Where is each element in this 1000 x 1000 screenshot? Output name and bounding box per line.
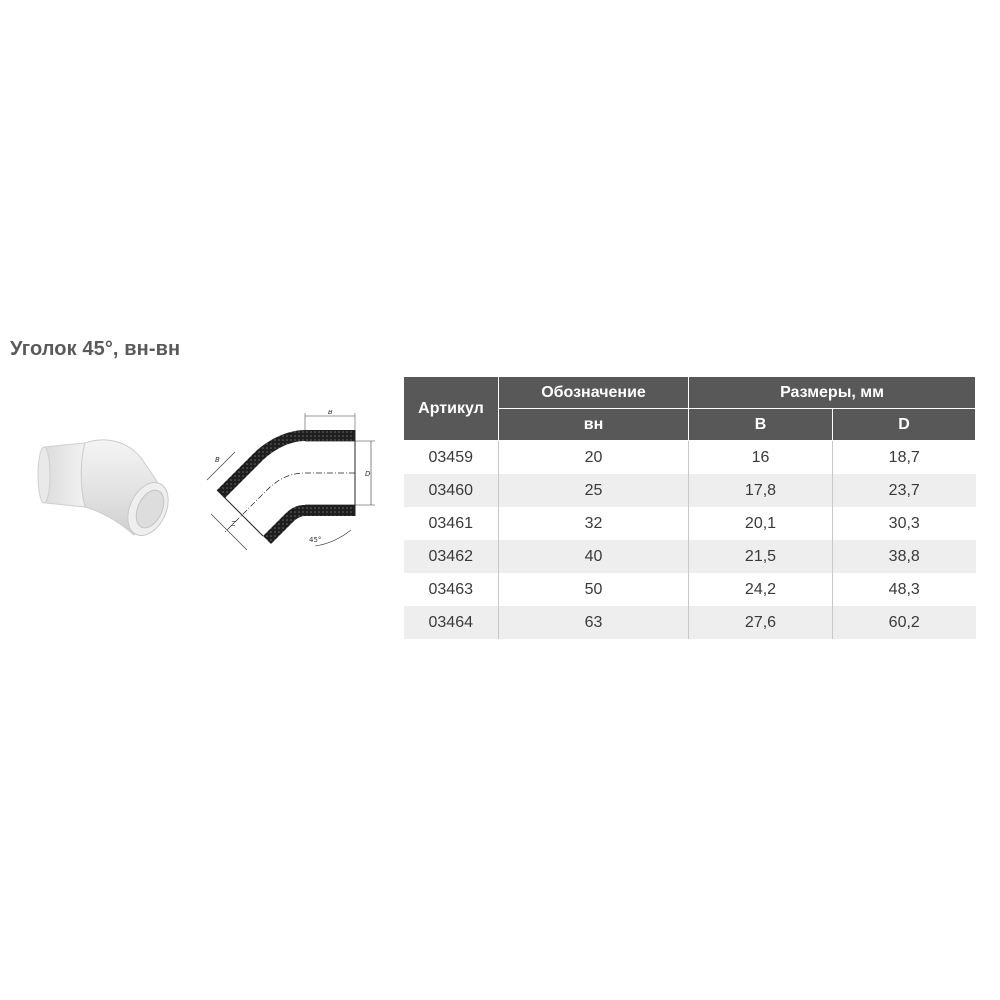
cell-article: 03462 xyxy=(404,540,499,573)
cell-d: 48,3 xyxy=(833,573,976,606)
cell-b: 27,6 xyxy=(689,606,833,639)
cell-d: 23,7 xyxy=(833,474,976,507)
cell-d: 60,2 xyxy=(833,606,976,639)
header-article: Артикул xyxy=(404,377,499,441)
subheader-d: D xyxy=(833,409,976,441)
table-row xyxy=(404,474,976,507)
cell-vn: 32 xyxy=(499,507,689,540)
dim-b-label: B xyxy=(328,410,333,416)
cell-b: 21,5 xyxy=(689,540,833,573)
cell-vn: 25 xyxy=(499,474,689,507)
cell-d: 38,8 xyxy=(833,540,976,573)
cell-b: 24,2 xyxy=(689,573,833,606)
cell-article: 03464 xyxy=(404,606,499,639)
table-row xyxy=(404,540,976,573)
cell-article: 03459 xyxy=(404,441,499,475)
subheader-vn: вн xyxy=(499,409,689,441)
spec-table-wrapper xyxy=(403,376,975,639)
header-sizes: Размеры, мм xyxy=(689,377,976,409)
cell-vn: 50 xyxy=(499,573,689,606)
cell-vn: 63 xyxy=(499,606,689,639)
subheader-b: B xyxy=(689,409,833,441)
cell-article: 03460 xyxy=(404,474,499,507)
cell-vn: 40 xyxy=(499,540,689,573)
table-row xyxy=(404,441,976,475)
table-row xyxy=(404,573,976,606)
angle-label: 45° xyxy=(309,536,322,544)
header-designation: Обозначение xyxy=(499,377,689,409)
table-row xyxy=(404,606,976,639)
cell-d: 30,3 xyxy=(833,507,976,540)
cell-article: 03463 xyxy=(404,573,499,606)
cell-vn: 20 xyxy=(499,441,689,475)
table-row xyxy=(404,507,976,540)
cell-b: 20,1 xyxy=(689,507,833,540)
cell-b: 16 xyxy=(689,441,833,475)
dim-b-left-label: B xyxy=(215,456,220,464)
elbow-drawing xyxy=(205,410,390,570)
spec-table xyxy=(403,376,976,639)
elbow-photo xyxy=(30,425,180,550)
cell-article: 03461 xyxy=(404,507,499,540)
product-title: Уголок 45°, вн-вн xyxy=(10,338,181,360)
dim-d-label: D xyxy=(365,470,371,478)
cell-b: 17,8 xyxy=(689,474,833,507)
dim-z-label: Z xyxy=(231,520,236,528)
cell-d: 18,7 xyxy=(833,441,976,475)
